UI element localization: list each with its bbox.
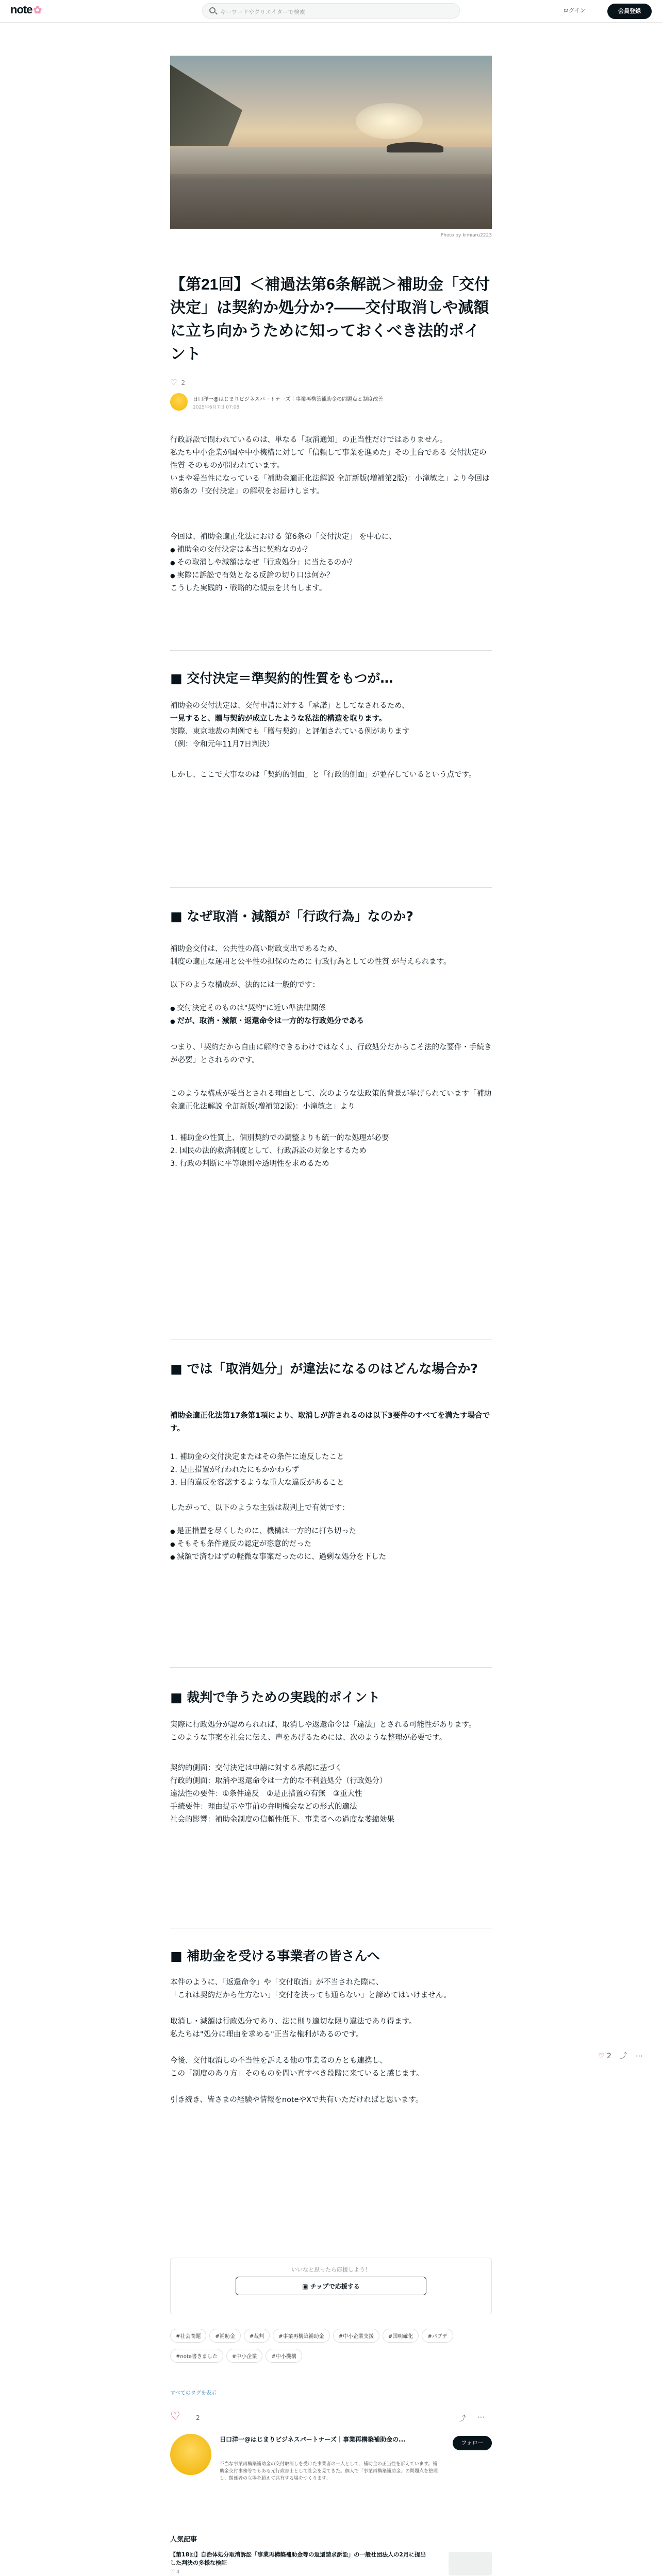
search-icon [209,7,216,13]
tip-button[interactable]: ▣ チップで応援する [236,2277,426,2295]
avatar[interactable] [170,2434,211,2475]
publish-date: 2025年6月7日 07:08 [193,405,240,410]
more-icon[interactable]: ⋯ [477,2413,485,2421]
flower-icon: ✿ [33,5,42,16]
section-body: 補助金の交付決定は、交付申請に対する「承諾」としてなされるため、 一見すると、贈与契約が成立したような私法的構造を取ります。 実際、東京地裁の判例でも「贈与契約」と評価されている例があります （例：令和元年11月7日判決） しかし、ここで大事なのは「契約的側面」と「行政的側面」が並存しているという点です。 [170,702,476,779]
note-logo[interactable]: note ✿ [10,3,42,16]
heart-icon[interactable]: ♡ [598,2052,605,2060]
action-row [170,2410,492,2429]
search-input[interactable]: キーワードやクリエイターで検索 [202,3,460,19]
follow-button[interactable]: フォロー [453,2436,492,2450]
gift-icon: ▣ [302,2283,310,2290]
section-body: 実際に行政処分が認められれば、取消しや返還命令は「違法」とされる可能性があります。 このような事案を社会に伝え、声をあげるためには、次のような整理が必要です。 契約的側面：交付決定は申請に対する承認に基づく 行政的側面：取消や返還命令は一方的な不利益処分（行政処分） 違法性の要件：①条件違反 ②是正措置の有無 ③重大性 手続要件：理由提示や事前の弁明機会などの形式的適法 社会的影響：補助金制度の信頼性低下、事業者への過度な萎縮効果 [170,1721,476,1824]
floating-action-bar: ♡ 2 ⤴ ⋯ [598,2052,643,2060]
profile-description: 不当な事業再構築補助金の交付取消しを受けた事業者の一人として、補助金の正当性を訴えています。補助金交付事務等でもある元行政書士として社会を見てきた。個人で「事業再構築補助金」の問題点を整理し、関係者の立場を超えて共有する場をつくります。 [220,2462,438,2481]
signup-button[interactable]: 会員登録 [607,4,652,19]
header [0,0,662,23]
section-body: 補助金適正化法第17条第1項により、取消しが許されるのは以下3要件のすべてを満たす場合です。 1. 補助金の交付決定またはその条件に違反したこと 2. 是正措置が行われたにもかかわらず 3. 目的違反を容認するような重大な違反があること したがって、以下のような主張は裁判上で有効です： ● 是正措置を尽くしたのに、機構は一方的に打ち切った ● そもそも条件違反の認定が恣意的だった ● 減額で済むはずの軽微な事案だったのに、過剰な処分を下した [170,1410,492,1564]
tag[interactable]: #note書きました [170,2349,223,2363]
tag[interactable]: #パブデ [422,2329,453,2343]
section-body: 本件のように、「返還命令」や「交付取消」が不当された際に、 「これは契約だから仕方ない」「交付を決っても通らない」と諦めてはいけません。 取消し・減額は行政処分であり、法に則り適切な限り違法であり得ます。 私たちは"処分に理由を求める"正当な権利があるのです。 今後、交付取消しの不当性を訴える他の事業者の方とも連携し、 この「制度のあり方」そのものを問い直すべき段階に来ていると感じます。 引き続き、皆さまの経験や情報をnoteやXで共有いただければと思います。 [170,1978,451,2104]
photo-credit[interactable]: Photo by kimiaru2223 [440,233,492,238]
section-heading: ■ では「取消処分」が違法になるのはどんな場合か? [170,1361,478,1376]
profile-name[interactable]: 日口洋一@はじまりビジネスパートナーズ｜事業再構築補助金の... [220,2436,406,2443]
section-heading: ■ なぜ取消・減額が「行政行為」なのか? [170,909,413,924]
lead: 今回は、補助金適正化法における 第6条の「交付決定」 を中心に、 ● 補助金の交付決定は本当に契約なのか？ ● その取消しや減額はなぜ「行政処分」に当たるのか？ ● 実際に訴訟で有効となる反論の切り口は何か？ こうした実践的・戦略的な観点を共有します。 [170,531,492,595]
tag[interactable]: #裁判 [244,2329,270,2343]
support-box [170,2258,492,2314]
heart-icon: ♡ [170,2569,177,2575]
support-question: いいなと思ったら応援しよう！ [291,2266,371,2273]
section-heading: ■ 補助金を受ける事業者の皆さんへ [170,1948,380,1963]
share-icon[interactable]: ⤴ [620,2052,627,2060]
section-heading: ■ 交付決定＝準契約的性質をもつが… [170,671,393,686]
show-all-tags-link[interactable]: すべてのタグを表示 [170,2391,217,2396]
tag[interactable]: #事業再構築補助金 [273,2329,329,2343]
like-row: ♡ 2 [170,378,186,387]
author-block[interactable] [170,393,492,415]
avatar[interactable] [170,393,188,411]
tag[interactable]: #中小機構 [266,2349,302,2363]
thumbnail [449,2552,492,2575]
hero-image [170,56,492,229]
more-icon[interactable]: ⋯ [635,2052,643,2060]
tag[interactable]: #中小企業 [226,2349,262,2363]
tag[interactable]: #中小企業支援 [333,2329,379,2343]
like-count: 2 [196,2414,200,2421]
profile-card [170,2434,492,2532]
login-link[interactable]: ログイン [563,7,586,14]
tag[interactable]: #国明確化 [383,2329,419,2343]
share-icon[interactable]: ⤴ [459,2415,466,2423]
popular-heading: 人気記事 [170,2536,197,2544]
list-item[interactable]: 【第18回】自治体処分取消訴訟「事業再構築補助金等の返還請求訴訟」の一般社団法人の2月に提出した判決の多様な検証 ♡ 4 [170,2551,492,2576]
author-name[interactable]: 日口洋一@はじまりビジネスパートナーズ｜事業再構築補助金の問題点と制度改善 [193,397,384,402]
popular-articles [170,2534,492,2576]
tag[interactable]: #補助金 [209,2329,240,2343]
heart-icon[interactable]: ♡ [170,378,177,387]
tag[interactable]: #社会問題 [170,2329,206,2343]
section-heading: ■ 裁判で争うための実践的ポイント [170,1690,380,1705]
section-body: 補助金交付は、公共性の高い財政支出であるため、 制度の適正な運用と公平性の担保のために 行政行為としての性質 が与えられます。 以下のような構成が、法的には一般的です： ● 交付決定そのものは"契約"に近い準法律関係 ● だが、取消・減額・返還命令は一方的な行政処分である つまり、「契約だから自由に解約できるわけではなく」、行政処分だからこそ法的な要件・手続きが必要」とされるのです。 このような構成が妥当とされる理由として、次のような法政策的背景が挙げられています「補助金適正化法解説 全訂新版(増補第2版)：小滝敏之」より 1. 補助金の性質上、個別契約での調整よりも統一的な処理が必要 2. 国民の法的救済制度として、行政訴訟の対象とするため 3. 行政の判断に平等原則や透明性を求めるため [170,943,492,1171]
heart-icon[interactable]: ♡ [170,2410,180,2423]
article-title: 【第21回】＜補過法第6条解説＞補助金「交付決定」は契約か処分か?――交付取消しや減額に立ち向かうために知っておくべき法的ポイント [170,276,490,363]
intro: 行政訴訟で問われているのは、単なる「取消通知」の正当性だけではありません。 私たち中小企業が国や中小機構に対して「信頼して事業を進めた」その土台である 交付決定の性質 そのものが問われています。 いまや妥当性になっている「補助金適正化法解説 全訂新版(増補第2版)：小滝敏之」より今回は第6条の「交付決定」の解釈をお届けします。 [170,436,490,496]
tag-list [170,2329,492,2369]
